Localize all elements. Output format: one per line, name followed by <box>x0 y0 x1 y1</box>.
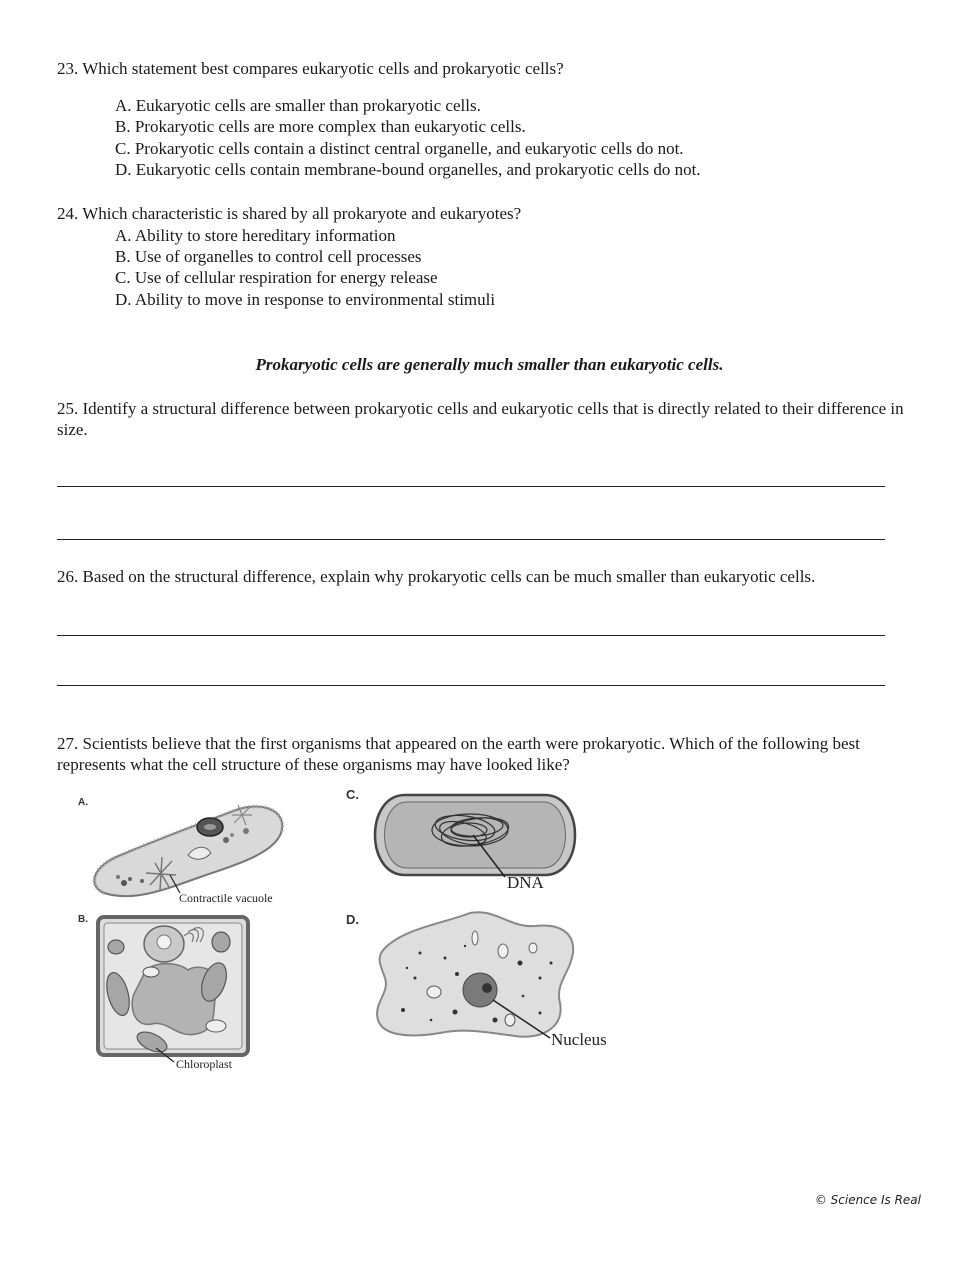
figure-b[interactable] <box>76 912 296 1075</box>
q24-option-b: B. Use of organelles to control cell processes <box>115 247 422 266</box>
q23-option-c: C. Prokaryotic cells contain a distinct central organelle, and eukaryotic cells do not. <box>115 139 684 158</box>
figure-c[interactable] <box>345 785 585 900</box>
footer-copyright: © Science Is Real <box>814 1193 921 1207</box>
question-26: 26. Based on the structural difference, explain why prokaryotic cells can be much smaller than eukaryotic cells. <box>57 567 816 586</box>
question-23: 23. Which statement best compares eukaryotic cells and prokaryotic cells? <box>57 59 564 78</box>
figure-b-letter: B. <box>78 914 88 925</box>
figure-a-letter: A. <box>78 797 88 808</box>
figure-a[interactable] <box>76 795 296 910</box>
q23-option-a: A. Eukaryotic cells are smaller than prokaryotic cells. <box>115 96 481 115</box>
figure-d-caption: Nucleus <box>551 1030 607 1049</box>
prokaryote-diagram <box>345 785 585 900</box>
plant-cell-diagram <box>76 912 296 1075</box>
q23-option-d: D. Eukaryotic cells contain membrane-bound organelles, and prokaryotic cells do not. <box>115 160 701 179</box>
figure-d-letter: D. <box>346 912 359 927</box>
figure-a-caption: Contractile vacuole <box>179 891 273 905</box>
q24-option-a: A. Ability to store hereditary information <box>115 226 396 245</box>
question-24: 24. Which characteristic is shared by all prokaryote and eukaryotes? <box>57 204 522 223</box>
answer-line[interactable] <box>57 486 885 487</box>
figure-d[interactable] <box>345 908 625 1053</box>
statement-prokaryotic-size: Prokaryotic cells are generally much smaller than eukaryotic cells. <box>255 355 724 374</box>
figure-b-caption: Chloroplast <box>176 1057 232 1071</box>
answer-line[interactable] <box>57 635 885 636</box>
q24-option-c: C. Use of cellular respiration for energy release <box>115 268 438 287</box>
question-27: 27. Scientists believe that the first organisms that appeared on the earth were prokaryotic. Which of the following best represents what the cell structure of these organisms may have looked like? <box>57 734 860 774</box>
figure-c-caption: DNA <box>507 873 544 892</box>
question-25: 25. Identify a structural difference between prokaryotic cells and eukaryotic cells that is directly related to their difference in size. <box>57 399 904 439</box>
q24-option-d: D. Ability to move in response to environmental stimuli <box>115 290 496 309</box>
answer-line[interactable] <box>57 685 885 686</box>
q23-option-b: B. Prokaryotic cells are more complex than eukaryotic cells. <box>115 117 526 136</box>
answer-line[interactable] <box>57 539 885 540</box>
figure-c-letter: C. <box>346 787 359 802</box>
